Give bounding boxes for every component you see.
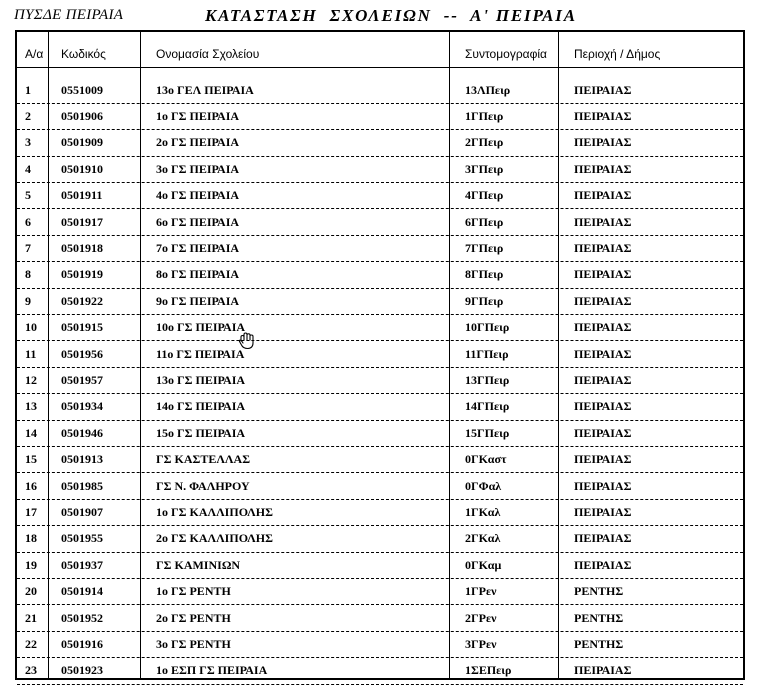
cell-abbr: 6ΓΠειρ xyxy=(465,214,504,229)
table-row xyxy=(17,77,743,104)
cell-area: ΠΕΙΡΑΙΑΣ xyxy=(574,240,632,255)
cell-name: 15ο ΓΣ ΠΕΙΡΑΙΑ xyxy=(156,425,246,440)
cell-abbr: 2ΓΡεν xyxy=(465,610,497,625)
cell-area: ΠΕΙΡΑΙΑΣ xyxy=(574,425,632,440)
table-row xyxy=(17,473,743,500)
cell-abbr: 2ΓΠειρ xyxy=(465,135,504,150)
cell-code: 0501911 xyxy=(61,188,103,203)
cell-name: 14ο ΓΣ ΠΕΙΡΑΙΑ xyxy=(156,399,246,414)
cell-code: 0551009 xyxy=(61,82,103,97)
cell-aa: 8 xyxy=(25,267,31,282)
table-row xyxy=(17,657,743,684)
cell-abbr: 9ΓΠειρ xyxy=(465,293,504,308)
cell-aa: 2 xyxy=(25,108,31,123)
cell-name: 1ο ΓΣ ΠΕΙΡΑΙΑ xyxy=(156,108,240,123)
cell-area: ΠΕΙΡΑΙΑΣ xyxy=(574,346,632,361)
cell-aa: 6 xyxy=(25,214,31,229)
cell-area: ΠΕΙΡΑΙΑΣ xyxy=(574,399,632,414)
table-row xyxy=(17,235,743,262)
cell-abbr: 8ΓΠειρ xyxy=(465,267,504,282)
cell-aa: 22 xyxy=(25,636,37,651)
table-row xyxy=(17,578,743,605)
cell-area: ΠΕΙΡΑΙΑΣ xyxy=(574,663,632,678)
cell-abbr: 15ΓΠειρ xyxy=(465,425,510,440)
schools-table xyxy=(15,30,745,680)
cell-area: ΡΕΝΤΗΣ xyxy=(574,610,624,625)
header-name: Ονομασία Σχολείου xyxy=(156,47,260,61)
cell-abbr: 1ΣΕΠειρ xyxy=(465,663,512,678)
cell-aa: 18 xyxy=(25,531,37,546)
cell-name: 3ο ΓΣ ΠΕΙΡΑΙΑ xyxy=(156,161,240,176)
cell-abbr: 10ΓΠειρ xyxy=(465,320,510,335)
cell-area: ΠΕΙΡΑΙΑΣ xyxy=(574,188,632,203)
cell-code: 0501910 xyxy=(61,161,103,176)
header-abbr: Συντομογραφία xyxy=(465,47,547,61)
table-row xyxy=(17,341,743,368)
cell-area: ΠΕΙΡΑΙΑΣ xyxy=(574,108,632,123)
cell-name: 9ο ΓΣ ΠΕΙΡΑΙΑ xyxy=(156,293,240,308)
cell-code: 0501906 xyxy=(61,108,103,123)
cell-aa: 10 xyxy=(25,320,37,335)
cell-abbr: 0ΓΚαστ xyxy=(465,452,507,467)
cell-area: ΠΕΙΡΑΙΑΣ xyxy=(574,293,632,308)
header-area: Περιοχή / Δήμος xyxy=(574,47,661,61)
cell-area: ΠΕΙΡΑΙΑΣ xyxy=(574,478,632,493)
table-row xyxy=(17,420,743,447)
cell-name: 2ο ΓΣ ΠΕΙΡΑΙΑ xyxy=(156,135,240,150)
hand-cursor-icon xyxy=(238,332,258,350)
table-row xyxy=(17,605,743,632)
cell-code: 0501915 xyxy=(61,320,103,335)
cell-code: 0501934 xyxy=(61,399,103,414)
cell-abbr: 0ΓΦαλ xyxy=(465,478,502,493)
cell-code: 0501957 xyxy=(61,372,103,387)
cell-aa: 11 xyxy=(25,346,37,361)
cell-name: 1ο ΓΣ ΚΑΛΛΙΠΟΛΗΣ xyxy=(156,504,273,519)
table-row xyxy=(17,314,743,341)
cell-name: 7ο ΓΣ ΠΕΙΡΑΙΑ xyxy=(156,240,240,255)
cell-abbr: 4ΓΠειρ xyxy=(465,188,504,203)
cell-area: ΠΕΙΡΑΙΑΣ xyxy=(574,557,632,572)
cell-area: ΠΕΙΡΑΙΑΣ xyxy=(574,161,632,176)
cell-aa: 9 xyxy=(25,293,31,308)
cell-code: 0501913 xyxy=(61,452,103,467)
cell-aa: 15 xyxy=(25,452,37,467)
cell-name: 8ο ΓΣ ΠΕΙΡΑΙΑ xyxy=(156,267,240,282)
cell-abbr: 13ΛΠειρ xyxy=(465,82,511,97)
table-row xyxy=(17,393,743,420)
table-row xyxy=(17,103,743,130)
cell-code: 0501923 xyxy=(61,663,103,678)
cell-aa: 1 xyxy=(25,82,31,97)
cell-code: 0501918 xyxy=(61,240,103,255)
table-row xyxy=(17,446,743,473)
cell-code: 0501952 xyxy=(61,610,103,625)
table-row xyxy=(17,156,743,183)
cell-abbr: 11ΓΠειρ xyxy=(465,346,509,361)
cell-name: 3ο ΓΣ ΡΕΝΤΗ xyxy=(156,636,231,651)
cell-code: 0501922 xyxy=(61,293,103,308)
cell-name: ΓΣ Ν. ΦΑΛΗΡΟΥ xyxy=(156,478,250,493)
table-row xyxy=(17,552,743,579)
cell-area: ΡΕΝΤΗΣ xyxy=(574,636,624,651)
cell-aa: 16 xyxy=(25,478,37,493)
cell-aa: 13 xyxy=(25,399,37,414)
cell-name: 11ο ΓΣ ΠΕΙΡΑΙΑ xyxy=(156,346,245,361)
cell-abbr: 1ΓΠειρ xyxy=(465,108,504,123)
cell-abbr: 7ΓΠειρ xyxy=(465,240,504,255)
cell-name: 2ο ΓΣ ΡΕΝΤΗ xyxy=(156,610,231,625)
table-row xyxy=(17,129,743,156)
cell-code: 0501917 xyxy=(61,214,103,229)
cell-code: 0501914 xyxy=(61,584,103,599)
cell-aa: 7 xyxy=(25,240,31,255)
table-row xyxy=(17,261,743,288)
cell-code: 0501907 xyxy=(61,504,103,519)
table-row xyxy=(17,209,743,236)
cell-abbr: 2ΓΚαλ xyxy=(465,531,501,546)
cell-name: ΓΣ ΚΑΣΤΕΛΛΑΣ xyxy=(156,452,251,467)
cell-name: 13ο ΓΣ ΠΕΙΡΑΙΑ xyxy=(156,372,246,387)
cell-area: ΠΕΙΡΑΙΑΣ xyxy=(574,452,632,467)
cell-aa: 5 xyxy=(25,188,31,203)
header-rule xyxy=(17,67,743,68)
cell-aa: 3 xyxy=(25,135,31,150)
cell-name: 2ο ΓΣ ΚΑΛΛΙΠΟΛΗΣ xyxy=(156,531,273,546)
cell-code: 0501955 xyxy=(61,531,103,546)
cell-aa: 23 xyxy=(25,663,37,678)
cell-name: 6ο ΓΣ ΠΕΙΡΑΙΑ xyxy=(156,214,240,229)
cell-area: ΠΕΙΡΑΙΑΣ xyxy=(574,135,632,150)
cell-aa: 12 xyxy=(25,372,37,387)
cell-aa: 4 xyxy=(25,161,31,176)
cell-code: 0501919 xyxy=(61,267,103,282)
cell-code: 0501956 xyxy=(61,346,103,361)
cell-code: 0501916 xyxy=(61,636,103,651)
cell-abbr: 0ΓΚαμ xyxy=(465,557,502,572)
cell-abbr: 3ΓΠειρ xyxy=(465,161,504,176)
cell-code: 0501985 xyxy=(61,478,103,493)
cell-name: 1ο ΕΣΠ ΓΣ ΠΕΙΡΑΙΑ xyxy=(156,663,268,678)
cell-abbr: 13ΓΠειρ xyxy=(465,372,510,387)
table-row xyxy=(17,288,743,315)
cell-code: 0501909 xyxy=(61,135,103,150)
cell-abbr: 1ΓΚαλ xyxy=(465,504,501,519)
cell-aa: 20 xyxy=(25,584,37,599)
cell-aa: 17 xyxy=(25,504,37,519)
table-row xyxy=(17,367,743,394)
cell-name: 10ο ΓΣ ΠΕΙΡΑΙΑ xyxy=(156,320,246,335)
cell-aa: 21 xyxy=(25,610,37,625)
cell-name: 4ο ΓΣ ΠΕΙΡΑΙΑ xyxy=(156,188,240,203)
header-code: Κωδικός xyxy=(61,47,106,61)
org-label: ΠΥΣΔΕ ΠΕΙΡΑΙΑ xyxy=(14,7,124,23)
cell-code: 0501946 xyxy=(61,425,103,440)
cell-area: ΠΕΙΡΑΙΑΣ xyxy=(574,531,632,546)
header-aa: Α/α xyxy=(25,47,44,61)
cell-area: ΠΕΙΡΑΙΑΣ xyxy=(574,504,632,519)
cell-area: ΠΕΙΡΑΙΑΣ xyxy=(574,320,632,335)
cell-code: 0501937 xyxy=(61,557,103,572)
cell-abbr: 1ΓΡεν xyxy=(465,584,497,599)
table-row xyxy=(17,631,743,658)
document-title: ΚΑΤΑΣΤΑΣΗ ΣΧΟΛΕΙΩΝ -- Α' ΠΕΙΡΑΙΑ xyxy=(205,6,577,25)
cell-area: ΠΕΙΡΑΙΑΣ xyxy=(574,267,632,282)
cell-name: ΓΣ ΚΑΜΙΝΙΩΝ xyxy=(156,557,241,572)
cell-area: ΠΕΙΡΑΙΑΣ xyxy=(574,372,632,387)
cell-area: ΠΕΙΡΑΙΑΣ xyxy=(574,82,632,97)
cell-abbr: 3ΓΡεν xyxy=(465,636,497,651)
table-row xyxy=(17,525,743,552)
cell-aa: 14 xyxy=(25,425,37,440)
cell-name: 13ο ΓΕΛ ΠΕΙΡΑΙΑ xyxy=(156,82,254,97)
cell-name: 1ο ΓΣ ΡΕΝΤΗ xyxy=(156,584,231,599)
cell-area: ΡΕΝΤΗΣ xyxy=(574,584,624,599)
table-row xyxy=(17,182,743,209)
cell-area: ΠΕΙΡΑΙΑΣ xyxy=(574,214,632,229)
cell-aa: 19 xyxy=(25,557,37,572)
cell-abbr: 14ΓΠειρ xyxy=(465,399,510,414)
table-row xyxy=(17,499,743,526)
